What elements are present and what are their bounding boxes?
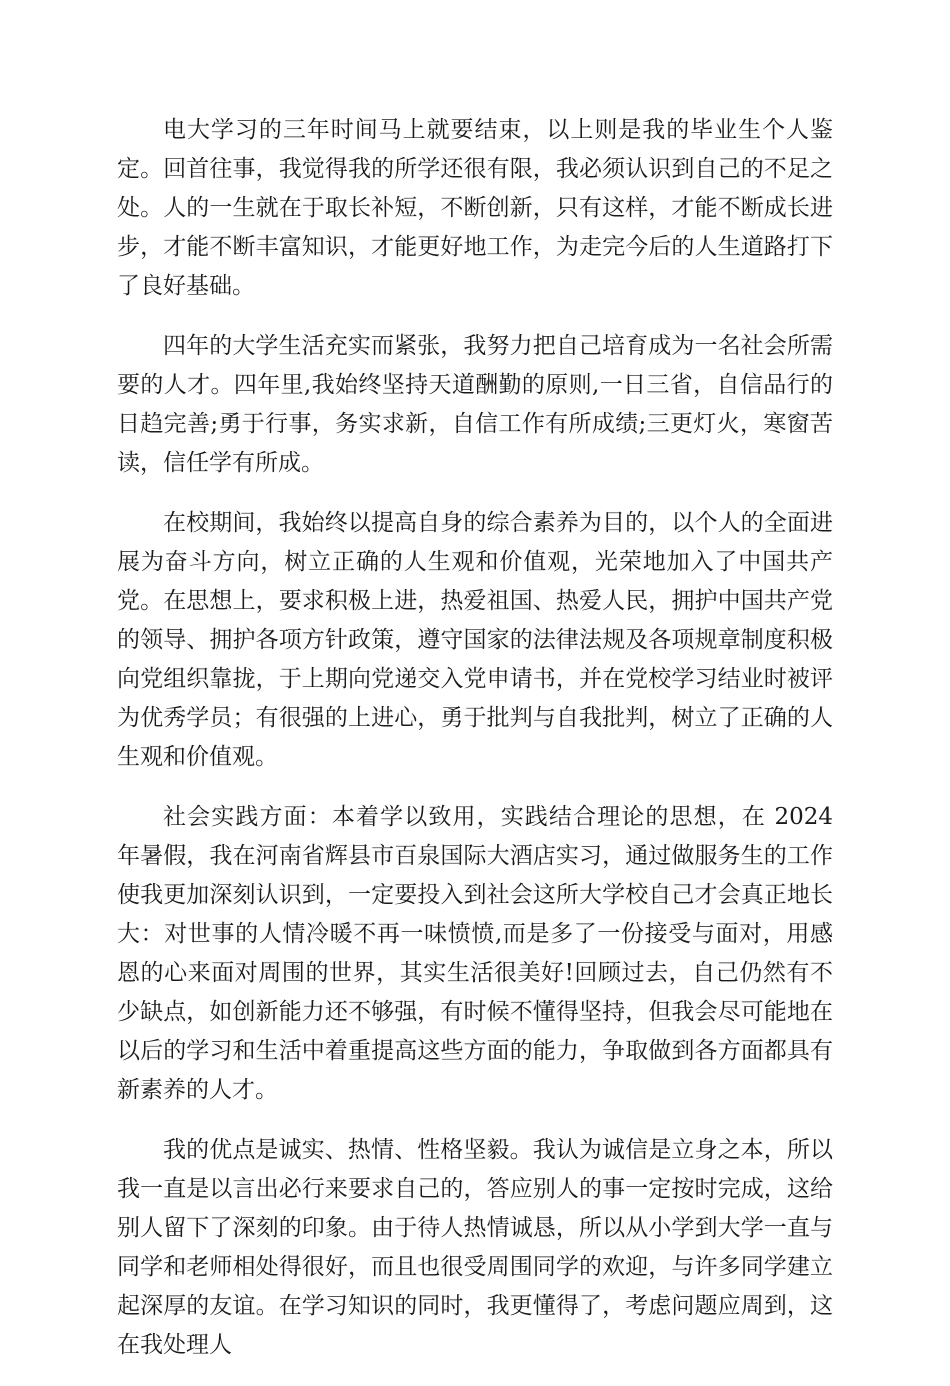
paragraph: 社会实践方面：本着学以致用，实践结合理论的思想，在 2024 年暑假，我在河南省辉县市百泉国际大酒店实习，通过做服务生的工作使我更加深刻认识到，一定要投入到社会这所大学校自己才会真正地长大：对世事的人情冷暖不再一味愤愤,而是多了一份接受与面对，用感恩的心来面对周围的世界，其实生活很美好!回顾过去，自己仍然有不少缺点，如创新能力还不够强，有时候不懂得坚持，但我会尽可能地在以后的学习和生活中着重提高这些方面的能力，争取做到各方面都具有新素养的人才。 xyxy=(117,804,833,1103)
document-body xyxy=(117,111,833,1386)
paragraph: 电大学习的三年时间马上就要结束，以上则是我的毕业生个人鉴定。回首往事，我觉得我的所学还很有限，我必须认识到自己的不足之处。人的一生就在于取长补短，不断创新，只有这样，才能不断成长进步，才能不断丰富知识，才能更好地工作，为走完今后的人生道路打下了良好基础。 xyxy=(117,117,833,299)
paragraph: 我的优点是诚实、热情、性格坚毅。我认为诚信是立身之本，所以我一直是以言出必行来要求自己的，答应别人的事一定按时完成，这给别人留下了深刻的印象。由于待人热情诚恳，所以从小学到大学一直与同学和老师相处得很好，而且也很受周围同学的欢迎，与许多同学建立起深厚的友谊。在学习知识的同时，我更懂得了，考虑问题应周到，这在我处理人 xyxy=(117,1137,833,1358)
paragraph: 四年的大学生活充实而紧张，我努力把自己培育成为一名社会所需要的人才。四年里,我始终坚持天道酬勤的原则,一日三省，自信品行的日趋完善;勇于行事，务实求新，自信工作有所成绩;三更灯火，寒窗苦读，信任学有所成。 xyxy=(117,333,833,476)
paragraph: 在校期间，我始终以提高自身的综合素养为目的，以个人的全面进展为奋斗方向，树立正确的人生观和价值观，光荣地加入了中国共产党。在思想上，要求积极上进，热爱祖国、热爱人民，拥护中国共产党的领导、拥护各项方针政策，遵守国家的法律法规及各项规章制度积极向党组织靠拢，于上期向党递交入党申请书，并在党校学习结业时被评为优秀学员；有很强的上进心，勇于批判与自我批判，树立了正确的人生观和价值观。 xyxy=(117,510,833,770)
